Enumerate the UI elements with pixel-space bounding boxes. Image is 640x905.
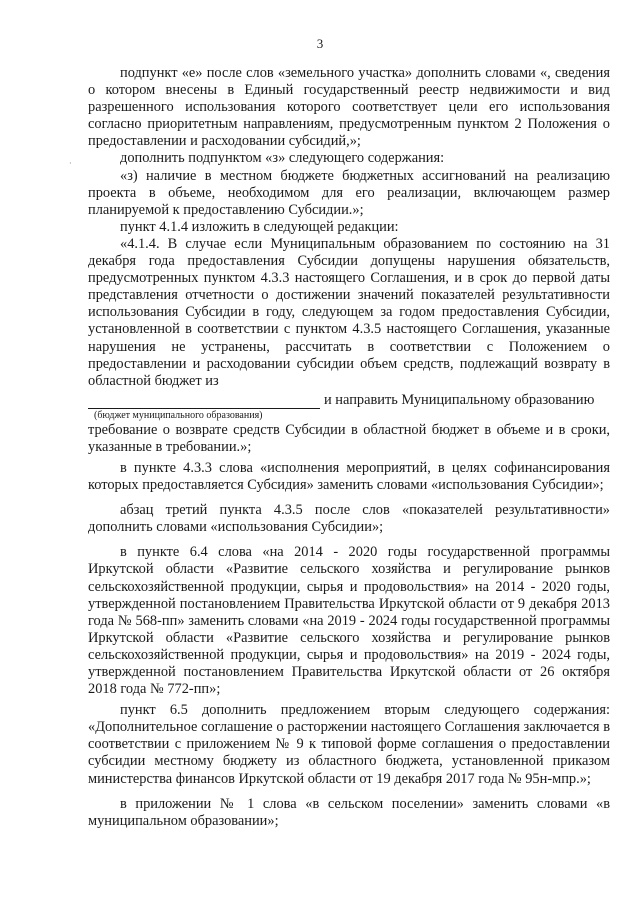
paragraph-subpoint-e: подпункт «е» после слов «земельного участка» дополнить словами «, сведения о котором внесены в Единый государственный реестр недвижимости и вид разрешенного использования которого соответствует цели его использования согласно приоритетным направлениям, предусмотренным пунктом 2 Положения о предоставлении и расходовании субсидий,»; [88, 65, 610, 150]
blank-underline [88, 395, 320, 409]
blank-line-tail-text: и направить Муниципальному образованию [324, 391, 595, 408]
paragraph-point-4-1-4-intro: пункт 4.1.4 изложить в следующей редакции: [120, 218, 399, 235]
fill-in-blank-line [88, 390, 610, 409]
page-number: 3 [316, 36, 324, 51]
paragraph-point-6-5: пункт 6.5 дополнить предложением вторым следующего содержания: «Дополнительное соглашение о расторжении настоящего Соглашения заключается в соответствии с приложением № 9 к типовой форме соглашения о предоставлении субсидии местному бюджету из областного бюджета, установленной приказом министерства финансов Иркутской области от 19 декабря 2017 года № 95н-мпр.»; [88, 702, 610, 787]
paragraph-subpoint-z-text: «з) наличие в местном бюджете бюджетных ассигнований на реализацию проекта в объеме, необходимом для его реализации, включающем размер планируемой к предоставлению Субсидии.»; [88, 167, 610, 218]
paragraph-point-6-4: в пункте 6.4 слова «на 2014 - 2020 годы государственной программы Иркутской области «Развитие сельского хозяйства и регулирование рынков сельскохозяйственной продукции, сырья и продовольствия» на 2014 - 2020 годы, утвержденной постановлением Правительства Иркутской области от 9 декабря 2013 года № 568-пп» заменить словами «на 2019 - 2024 годы государственной программы Иркутской области «Развитие сельского хозяйства и регулирование рынков сельскохозяйственной продукции, сырья и продовольствия» на 2019 - 2024 годы, утвержденной постановлением Правительства Иркутской области от 26 октября 2018 года № 772-пп»; [88, 544, 610, 698]
margin-mark: · [69, 159, 72, 168]
paragraph-point-4-3-3: в пункте 4.3.3 слова «исполнения мероприятий, в целях софинансирования которых предоставляется Субсидия» заменить словами «использования Субсидии»; [88, 459, 610, 494]
paragraph-appendix-1: в приложении № 1 слова «в сельском поселении» заменить словами «в муниципальном образовании»; [88, 795, 610, 829]
paragraph-point-4-1-4-continuation: требование о возврате средств Субсидии в областной бюджет в объеме и в сроки, указанные в требовании.»; [88, 421, 610, 455]
paragraph-add-subpoint-z: дополнить подпунктом «з» следующего содержания: [120, 150, 445, 167]
paragraph-point-4-1-4-text: «4.1.4. В случае если Муниципальным образованием по состоянию на 31 декабря года предоставления Субсидии допущены нарушения обязательств, предусмотренных пунктом 4.3.3 настоящего Соглашения, и в срок до первой даты представления отчетности о достижении значений показателей результативности использования Субсидии в году, следующем за годом предоставления Субсидии, установленной в соответствии с пунктом 4.3.5 настоящего Соглашения, указанные нарушения не устранены, рассчитать в соответствии с Положением о предоставлении и расходовании субсидии объем средств, подлежащий возврату в областной бюджет из [88, 235, 610, 389]
blank-caption: (бюджет муниципального образования) [94, 409, 263, 421]
paragraph-point-4-3-5: абзац третий пункта 4.3.5 после слов «показателей результативности» дополнить словами «использования Субсидии»; [88, 502, 610, 536]
document-body [88, 65, 610, 830]
